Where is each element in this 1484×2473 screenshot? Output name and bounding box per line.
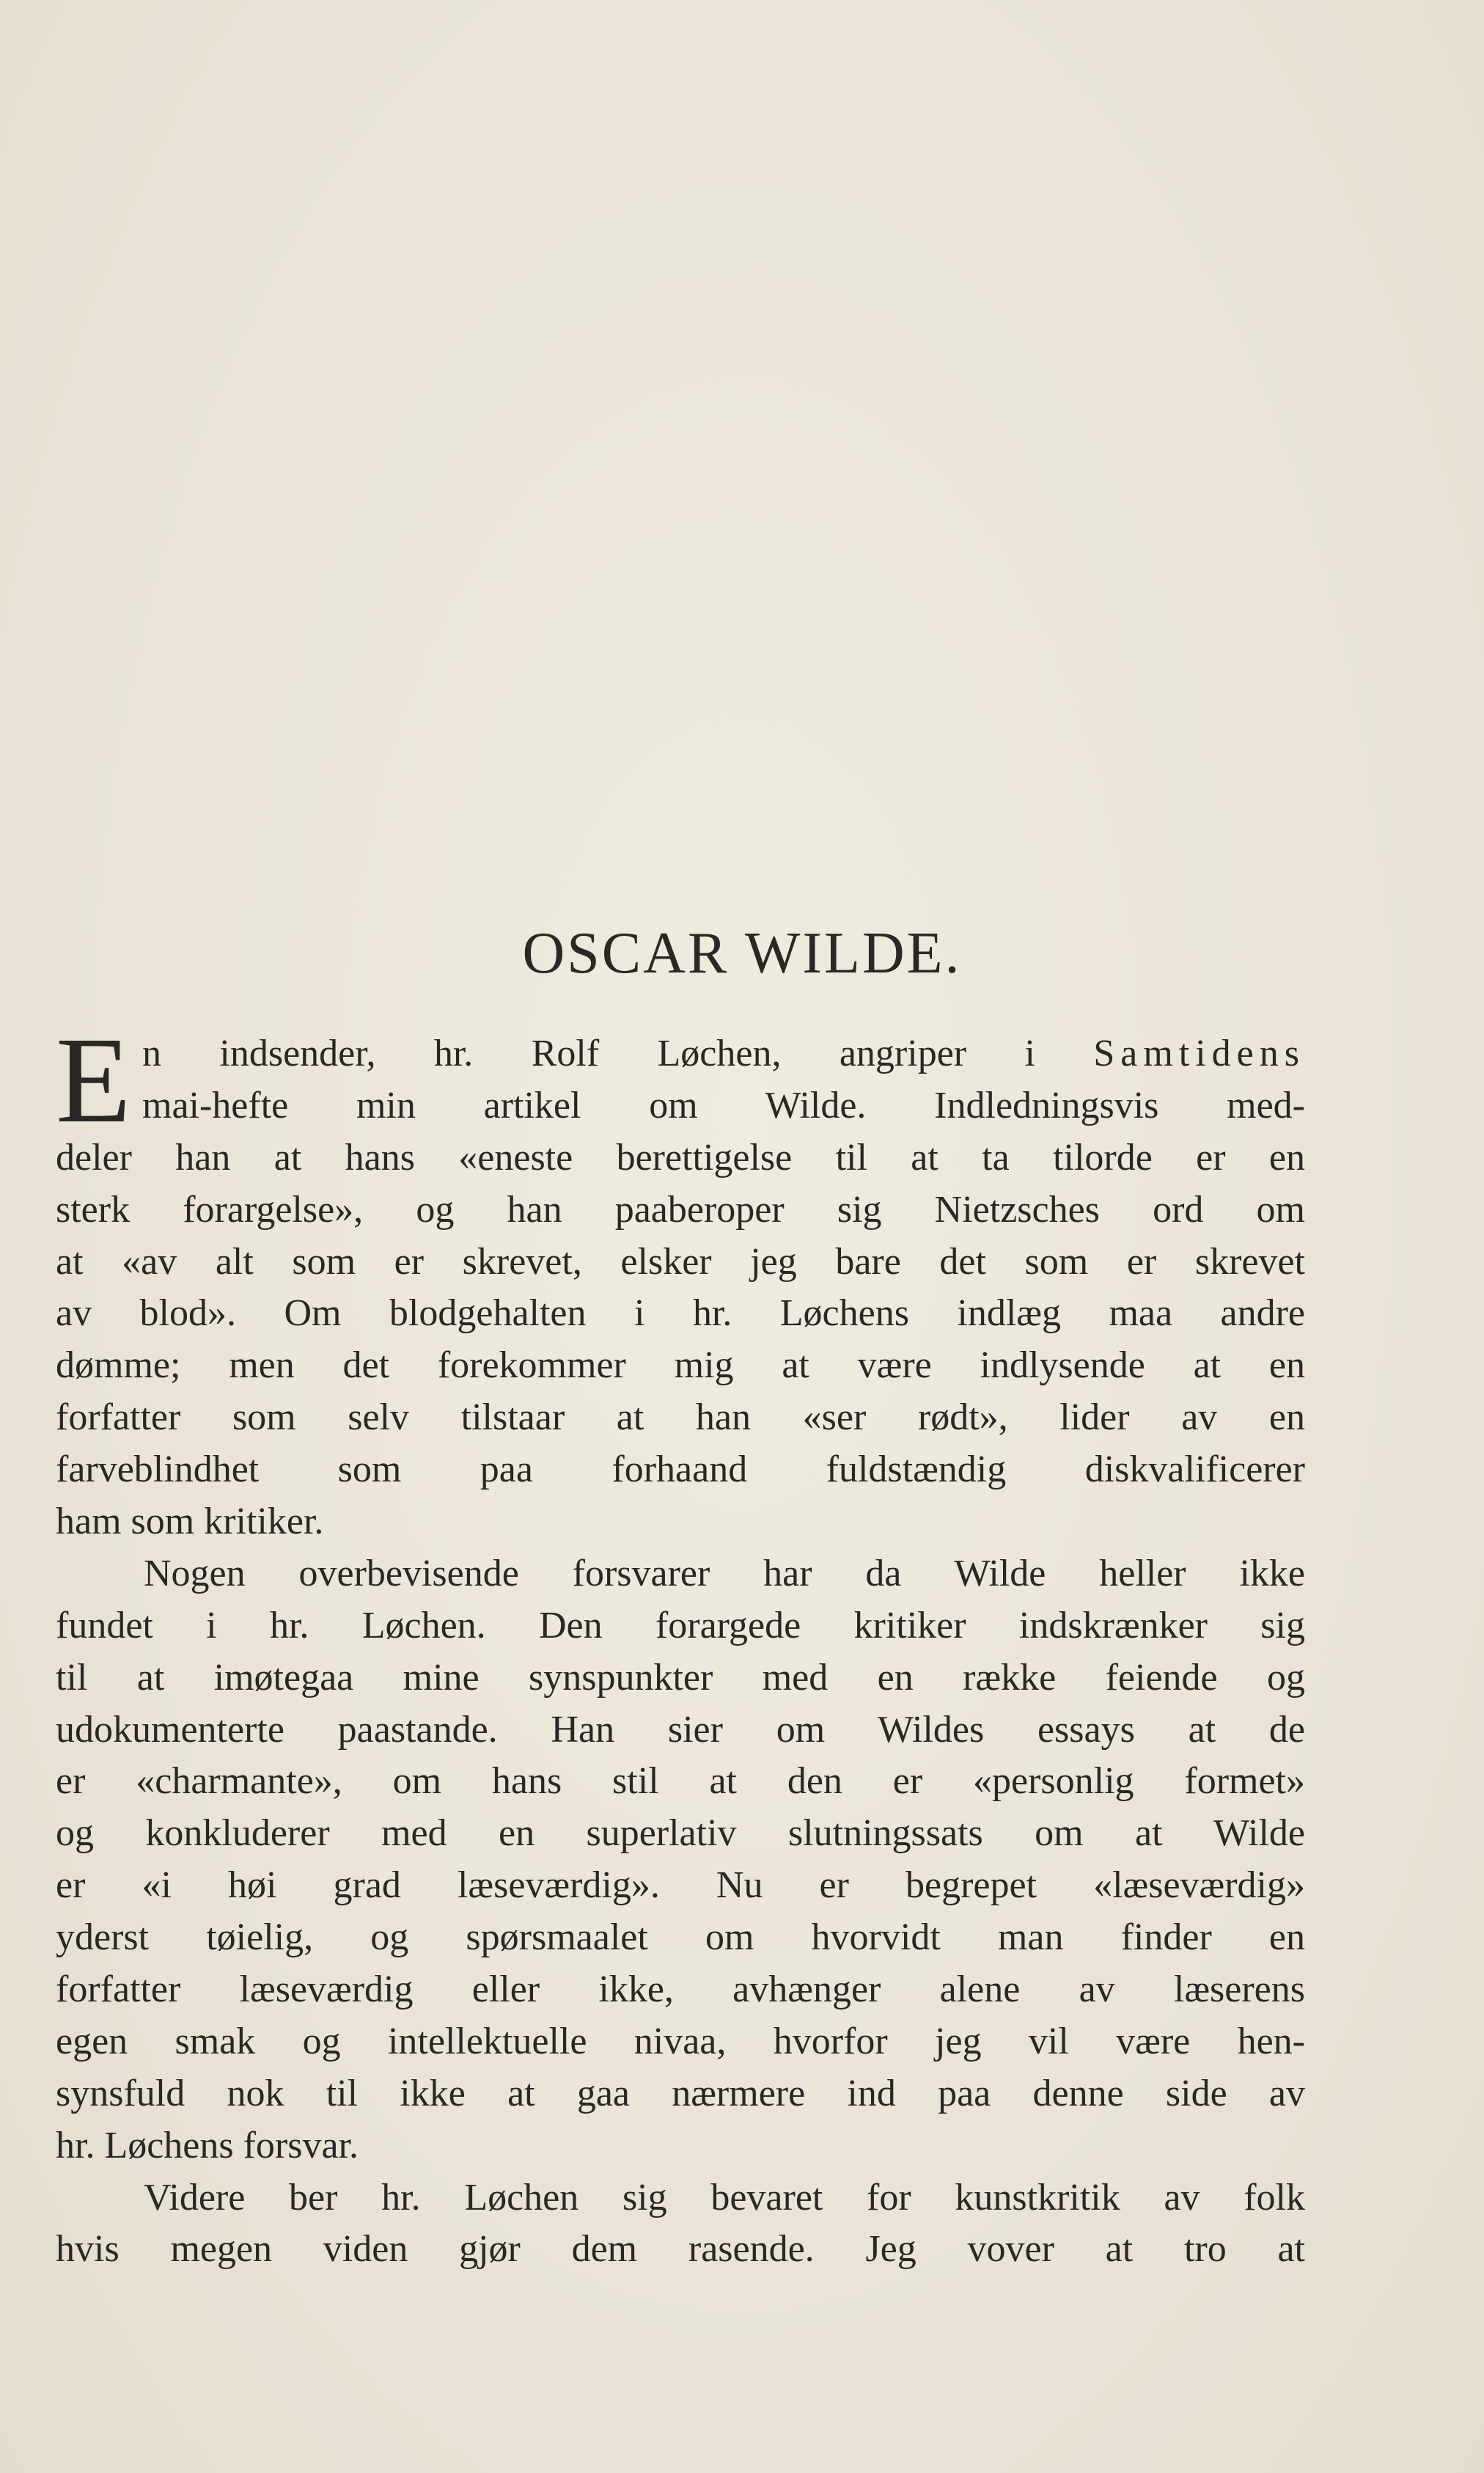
text-line: av blod». Om blodgehalten i hr. Løchens indlæg maa andre — [56, 1292, 1305, 1335]
text-line: og konkluderer med en superlativ slutningssats om at Wilde — [56, 1812, 1305, 1855]
text-line: forfatter læseværdig eller ikke, avhænger alene av læserens — [56, 1968, 1305, 2011]
article-title: OSCAR WILDE. — [522, 921, 962, 986]
paragraph-1 — [56, 1028, 1305, 1548]
text-line: er «i høi grad læseværdig». Nu er begrepet «læseværdig» — [56, 1864, 1305, 1907]
text-line: hr. Løchens forsvar. — [56, 2124, 359, 2166]
text-line: forfatter som selv tilstaar at han «ser rødt», lider av en — [56, 1396, 1305, 1439]
text-line: deler han at hans «eneste berettigelse til at ta tilorde er en — [56, 1136, 1305, 1179]
paragraph-3 — [56, 2172, 1305, 2276]
text-line: mai-hefte min artikel om Wilde. Indledningsvis med- — [142, 1084, 1305, 1126]
text-line: farveblindhet som paa forhaand fuldstændig diskvalificerer — [56, 1448, 1305, 1491]
text-line: sterk forargelse», og han paaberoper sig Nietzsches ord om — [56, 1188, 1305, 1231]
text-line: dømme; men det forekommer mig at være indlysende at en — [56, 1344, 1305, 1387]
drop-cap: E — [56, 1025, 131, 1135]
text-line: Nogen overbevisende forsvarer har da Wilde heller ikke — [144, 1552, 1305, 1594]
text-line-part: n indsender, hr. Rolf Løchen, angriper i — [142, 1033, 1094, 1074]
text-line: til at imøtegaa mine synspunkter med en række feiende og — [56, 1656, 1305, 1699]
paragraph-2 — [56, 1548, 1305, 2172]
text-line: ham som kritiker. — [56, 1501, 324, 1543]
text-line — [56, 1028, 1305, 1080]
text-line: er «charmante», om hans stil at den er «personlig formet» — [56, 1760, 1305, 1803]
text-line: udokumenterte paastande. Han sier om Wildes essays at de — [56, 1708, 1305, 1751]
text-line: hvis megen viden gjør dem rasende. Jeg vover at tro at — [56, 2228, 1305, 2271]
text-line: Videre ber hr. Løchen sig bevaret for kunstkritik av folk — [144, 2176, 1305, 2219]
text-line: yderst tøielig, og spørsmaalet om hvorvidt man finder en — [56, 1916, 1305, 1959]
text-line: synsfuld nok til ikke at gaa nærmere ind paa denne side av — [56, 2072, 1305, 2114]
article-body — [56, 1028, 1305, 2276]
text-line: egen smak og intellektuelle nivaa, hvorfor jeg vil være hen- — [56, 2020, 1305, 2062]
text-line: at «av alt som er skrevet, elsker jeg bare det som er skrevet — [56, 1240, 1305, 1283]
journal-name: Samtidens — [1093, 1033, 1305, 1074]
text-line: fundet i hr. Løchen. Den forargede kritiker indskrænker sig — [56, 1604, 1305, 1646]
